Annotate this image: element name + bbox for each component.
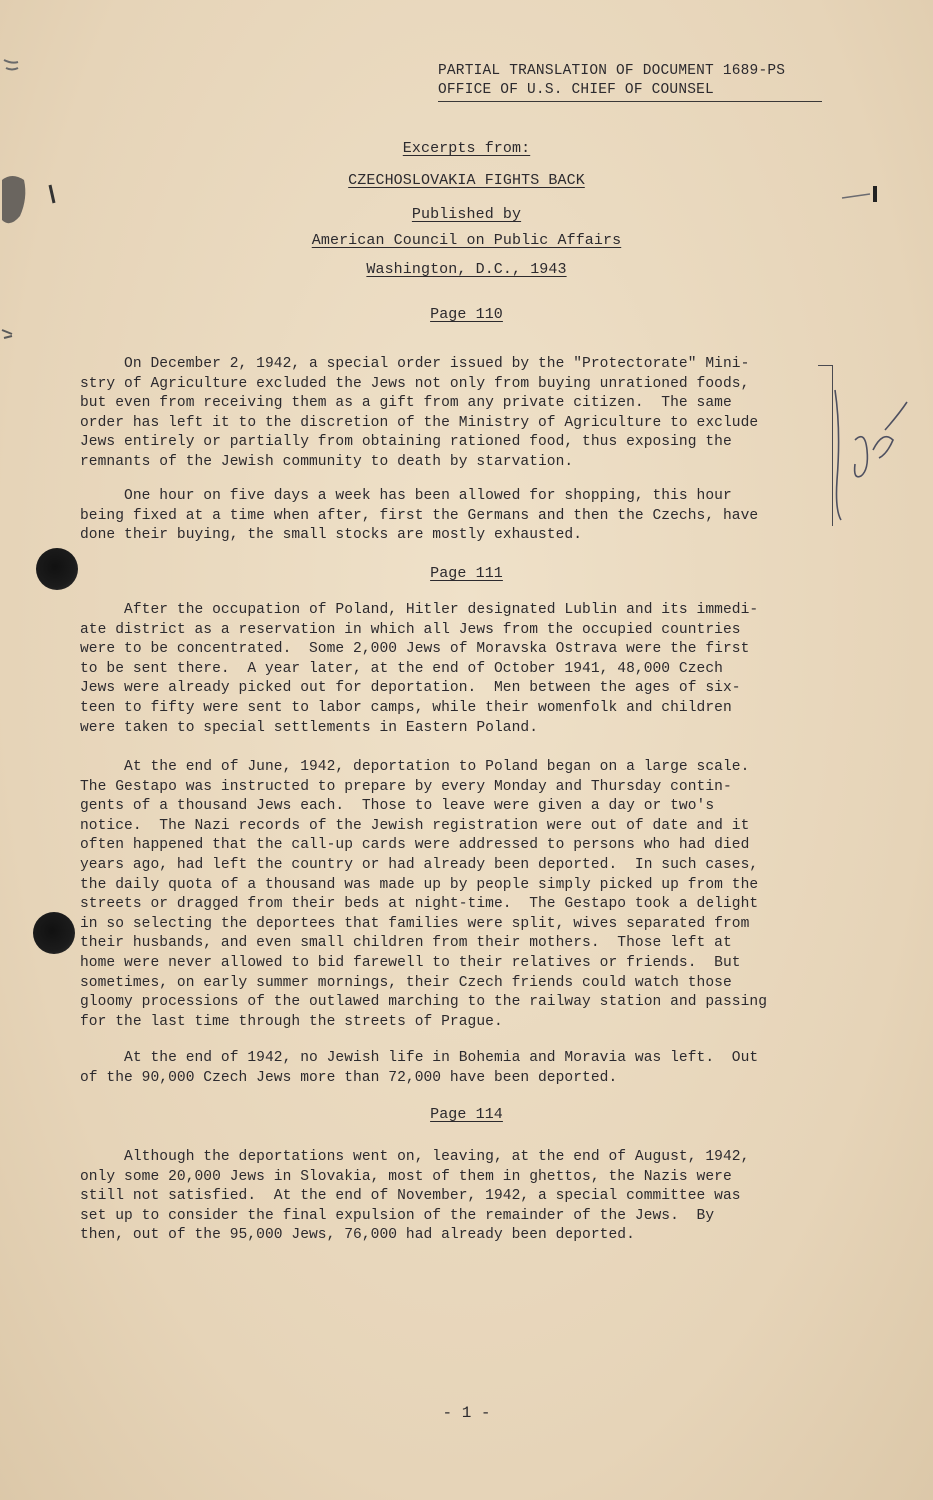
text-line: streets or dragged from their beds at night-time. The Gestapo took a delight (80, 896, 759, 913)
text-line: still not satisfied. At the end of November, 1942, a special committee was (80, 1188, 741, 1205)
paragraph-111-2 (80, 758, 840, 1032)
text-line: Jews were already picked out for deportation. Men between the ages of six- (80, 680, 741, 697)
paragraph-110-2 (80, 487, 840, 546)
text-line: years ago, had left the country or had already been deported. In such cases, (80, 856, 759, 873)
page-label-114: Page 114 (430, 1106, 503, 1123)
paragraph-114-1 (80, 1148, 840, 1246)
text-line: sometimes, on early summer mornings, their Czech friends could watch those (80, 974, 732, 991)
document-header (438, 62, 822, 100)
place-and-year: Washington, D.C., 1943 (366, 261, 567, 278)
text-line: often happened that the call-up cards were addressed to persons who had died (80, 837, 750, 854)
text-line: were to be concentrated. Some 2,000 Jews of Moravska Ostrava were the first (80, 641, 750, 658)
text-line: done their buying, the small stocks are mostly exhausted. (80, 527, 583, 544)
text-line: On December 2, 1942, a special order issued by the "Protectorate" Mini- (80, 356, 750, 372)
text-line: stry of Agriculture excluded the Jews not only from buying unrationed foods, (80, 375, 750, 392)
page-label-111: Page 111 (430, 565, 503, 582)
text-line: At the end of 1942, no Jewish life in Bohemia and Moravia was left. Out (80, 1050, 759, 1066)
text-line: for the last time through the streets of Prague. (80, 1013, 503, 1030)
text-line: were taken to special settlements in Eastern Poland. (80, 719, 538, 736)
text-line: only some 20,000 Jews in Slovakia, most of them in ghettos, the Nazis were (80, 1168, 732, 1185)
page-label-110: Page 110 (430, 306, 503, 323)
text-line: the daily quota of a thousand was made up by people simply picked up from the (80, 876, 759, 893)
text-line: One hour on five days a week has been allowed for shopping, this hour (80, 488, 732, 504)
header-rule (438, 101, 822, 102)
punch-hole-lower (33, 912, 75, 954)
paragraph-110-1 (80, 355, 840, 473)
text-line: remnants of the Jewish community to death by starvation. (80, 453, 574, 470)
page-number: - 1 - (442, 1404, 491, 1422)
text-line: to be sent there. A year later, at the end of October 1941, 48,000 Czech (80, 660, 723, 677)
publisher-name: American Council on Public Affairs (311, 232, 622, 249)
published-by-label: Published by (411, 206, 522, 223)
text-line: At the end of June, 1942, deportation to Poland began on a large scale. (80, 759, 750, 775)
text-line: Although the deportations went on, leaving, at the end of August, 1942, (80, 1149, 750, 1165)
text-line: their husbands, and even small children from their mothers. Those left at (80, 935, 732, 952)
book-title: CZECHOSLOVAKIA FIGHTS BACK (348, 172, 585, 189)
text-line: but even from receiving them as a gift from any private citizen. The same (80, 395, 732, 412)
text-line: The Gestapo was instructed to prepare by every Monday and Thursday contin- (80, 778, 732, 795)
text-line: being fixed at a time when after, first the Germans and then the Czechs, have (80, 507, 759, 524)
header-line-1: PARTIAL TRANSLATION OF DOCUMENT 1689-PS (438, 63, 786, 79)
text-line: After the occupation of Poland, Hitler designated Lublin and its immedi- (80, 602, 759, 618)
excerpts-label: Excerpts from: (402, 140, 531, 157)
text-line: set up to consider the final expulsion of the remainder of the Jews. By (80, 1207, 715, 1224)
text-line: order has left it to the discretion of the Ministry of Agriculture to exclude (80, 414, 759, 431)
text-line: teen to fifty were sent to labor camps, while their womenfolk and children (80, 699, 732, 716)
text-line: gloomy processions of the outlawed marching to the railway station and passing (80, 994, 767, 1011)
text-line: in so selecting the deportees that families were split, wives separated from (80, 915, 750, 932)
text-line: Jews entirely or partially from obtaining rationed food, thus exposing the (80, 434, 732, 451)
text-line: home were never allowed to bid farewell to their relatives or friends. But (80, 954, 741, 971)
text-line: notice. The Nazi records of the Jewish registration were out of date and it (80, 817, 750, 834)
text-line: gents of a thousand Jews each. Those to leave were given a day or two's (80, 798, 715, 815)
paragraph-111-3 (80, 1049, 840, 1088)
text-line: then, out of the 95,000 Jews, 76,000 had already been deported. (80, 1227, 635, 1244)
left-edge-staple-mark (0, 50, 60, 350)
text-line: of the 90,000 Czech Jews more than 72,000 have been deported. (80, 1069, 618, 1086)
text-line: ate district as a reservation in which all Jews from the occupied countries (80, 621, 741, 638)
header-line-2: OFFICE OF U.S. CHIEF OF COUNSEL (438, 82, 714, 98)
paragraph-111-1 (80, 601, 840, 738)
